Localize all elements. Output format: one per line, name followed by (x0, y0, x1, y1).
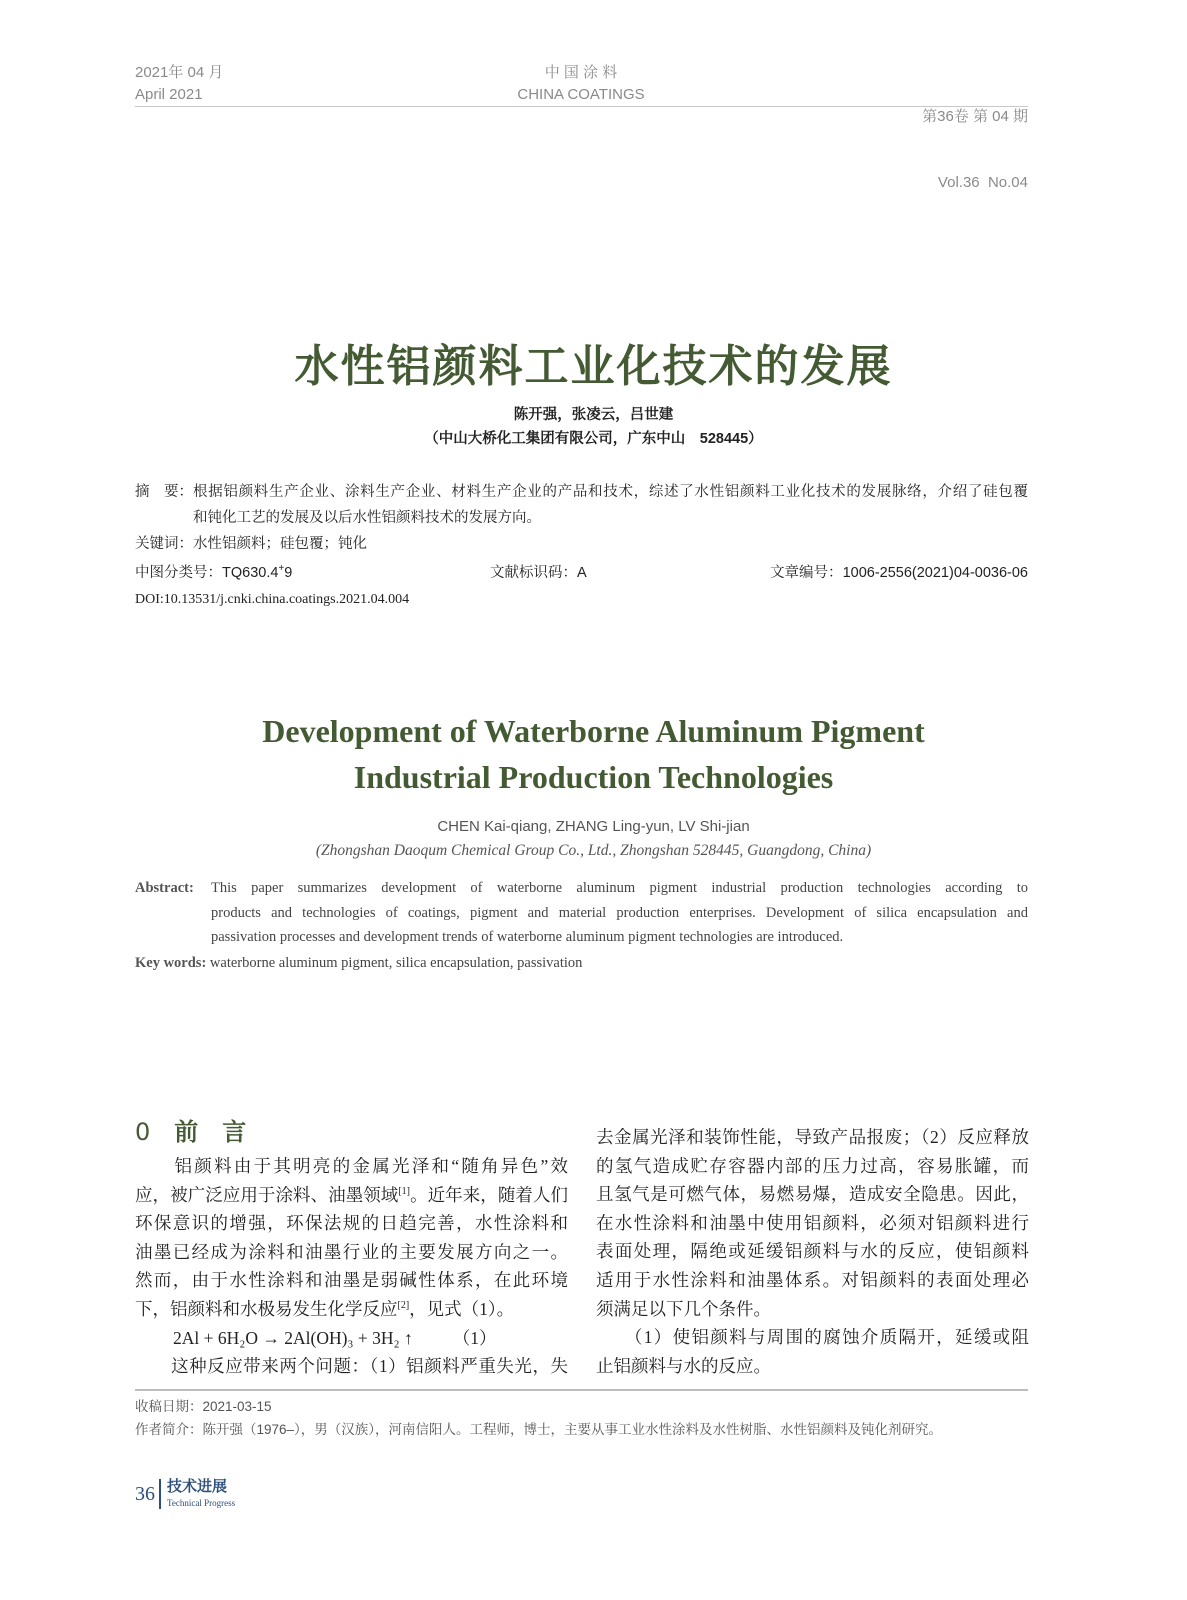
received-date: 收稿日期：2021-03-15 (135, 1399, 272, 1414)
citation-ref[interactable]: [1] (398, 1185, 411, 1197)
article-number-value: 1006-2556(2021)04-0036-06 (842, 565, 1028, 581)
equation-number: （1） (452, 1327, 497, 1348)
body-line (135, 1295, 568, 1324)
body-line: 去金属光泽和装饰性能，导致产品报废；（2）反应释放 (596, 1127, 1029, 1147)
footer-divider (159, 1479, 161, 1509)
classification-suffix: 9 (284, 565, 293, 581)
body-line: 在水性涂料和油墨中使用铝颜料，必须对铝颜料进行 (596, 1212, 1029, 1233)
article-number-label: 文章编号： (770, 565, 843, 581)
abstract-cn (135, 479, 1028, 531)
body-text: 。近年来，随着人们 (410, 1184, 569, 1205)
abstract-en-line: This paper summarizes development of waterborne aluminum pigment industrial production technologies according to (211, 880, 1028, 896)
authors-en: CHEN Kai-qiang, ZHANG Ling-yun, LV Shi-jian (437, 818, 750, 835)
page-footer (135, 1478, 235, 1510)
classification-value: TQ630.4 (222, 565, 279, 581)
abstract-cn-line: 根据铝颜料生产企业、涂料生产企业、材料生产企业的产品和技术，综述了水性铝颜料工业化技术的发展脉络，介绍了硅包覆 (193, 484, 1028, 500)
title-cn: 水性铝颜料工业化技术的发展 (294, 341, 893, 392)
title-en-line: Industrial Production Technologies (353, 759, 834, 795)
abstract-en-label: Abstract: (135, 880, 194, 896)
header-date-en: April 2021 (135, 86, 203, 103)
article-number (770, 560, 1028, 586)
footer-section-en: Technical Progress (167, 1498, 236, 1508)
header-date-cn: 2021年 04 月 (135, 64, 224, 81)
abstract-en (135, 876, 1028, 950)
document-code-value: A (577, 565, 587, 581)
classification (135, 560, 292, 586)
section-number: 0 (135, 1118, 151, 1146)
title-en (0, 708, 1187, 800)
body-text: 下，铝颜料和水极易发生化学反应 (135, 1298, 398, 1319)
header-divider (135, 106, 1028, 107)
authors-cn: 陈开强，张凌云，吕世建 (513, 407, 674, 423)
header-volume-en: Vol.36 No.04 (937, 174, 1028, 191)
body-line: （1）使铝颜料与周围的腐蚀介质隔开，延缓或阻 (596, 1327, 1029, 1348)
page-number: 36 (135, 1482, 155, 1505)
title-en-line: Development of Waterborne Aluminum Pigment (262, 713, 925, 749)
body-line: 须满足以下几个条件。 (596, 1298, 771, 1319)
body-line (135, 1181, 568, 1210)
keywords-cn-label: 关键词： (135, 536, 193, 552)
body-line: 这种反应带来两个问题：（1）铝颜料严重失光，失 (135, 1356, 568, 1377)
equation (135, 1324, 568, 1353)
keywords-cn-value: 水性铝颜料；硅包覆；钝化 (193, 536, 367, 552)
classification-sup: + (278, 563, 285, 575)
classification-label: 中图分类号： (135, 565, 222, 581)
body-line: 止铝颜料与水的反应。 (596, 1355, 771, 1376)
body-line: 铝颜料由于其明亮的金属光泽和“随角异色”效 (135, 1156, 568, 1176)
citation-ref[interactable]: [2] (397, 1300, 410, 1312)
body-text: 应，被广泛应用于涂料、油墨领域 (135, 1184, 399, 1205)
footer-section (167, 1478, 235, 1510)
body-line: 表面处理，隔绝或延缓铝颜料与水的反应，使铝颜料 (596, 1241, 1029, 1262)
body-right-column (596, 1123, 1029, 1380)
section-title: 前 言 (174, 1118, 247, 1146)
body-line: 且氢气是可燃气体，易燃易爆，造成安全隐患。因此， (596, 1184, 1029, 1205)
footnote-divider (135, 1389, 1028, 1391)
doi[interactable]: DOI:10.13531/j.cnki.china.coatings.2021.04.004 (135, 592, 410, 607)
affiliation-cn: （中山大桥化工集团有限公司，广东中山 528445） (424, 431, 763, 447)
section-heading (135, 1116, 246, 1148)
document-code-label: 文献标识码： (490, 565, 577, 581)
document-code (490, 560, 587, 586)
body-line: 环保意识的增强，环保法规的日趋完善，水性涂料和 (135, 1213, 568, 1234)
header-journal-cn: 中 国 涂 料 (544, 64, 618, 81)
body-text: ，见式（1）。 (409, 1298, 515, 1319)
affiliation-en: (Zhongshan Daoqum Chemical Group Co., Ltd., Zhongshan 528445, Guangdong, China) (315, 842, 872, 859)
body-line: 的氢气造成贮存容器内部的压力过高，容易胀罐，而 (596, 1155, 1029, 1176)
body-left-column (135, 1152, 568, 1381)
header-volume-cn: 第36卷 第 04 期 (922, 108, 1028, 125)
abstract-cn-label: 摘 要： (135, 484, 193, 500)
abstract-cn-line: 和钝化工艺的发展及以后水性铝颜料技术的发展方向。 (193, 510, 541, 526)
body-line: 油墨已经成为涂料和油墨行业的主要发展方向之一。 (135, 1241, 568, 1262)
header-volume (922, 62, 1028, 216)
keywords-en-value: waterborne aluminum pigment, silica encapsulation, passivation (209, 955, 583, 971)
footnote (135, 1395, 942, 1441)
keywords-en (135, 951, 582, 976)
equation-text: 2Al + 6H₂O → 2Al(OH)₃ + 3H₂ ↑ (173, 1327, 413, 1348)
abstract-en-line: products and technologies of coatings, pigment and material production enterprises. Development of silica encapsulation and (211, 904, 1028, 921)
author-bio: 作者简介：陈开强（1976–），男（汉族），河南信阳人。工程师，博士，主要从事工业水性涂料及水性树脂、水性铝颜料及钝化剂研究。 (135, 1422, 943, 1437)
footer-section-cn: 技术进展 (167, 1478, 228, 1495)
keywords-en-label: Key words: (135, 955, 207, 971)
abstract-en-line: passivation processes and development trends of waterborne aluminum pigment technologies are introduced. (211, 929, 844, 945)
body-line: 然而，由于水性涂料和油墨是弱碱性体系，在此环境 (135, 1270, 568, 1291)
header-journal-en: CHINA COATINGS (517, 86, 645, 103)
body-line: 适用于水性涂料和油墨体系。对铝颜料的表面处理必 (596, 1269, 1029, 1290)
keywords-cn (135, 531, 367, 557)
